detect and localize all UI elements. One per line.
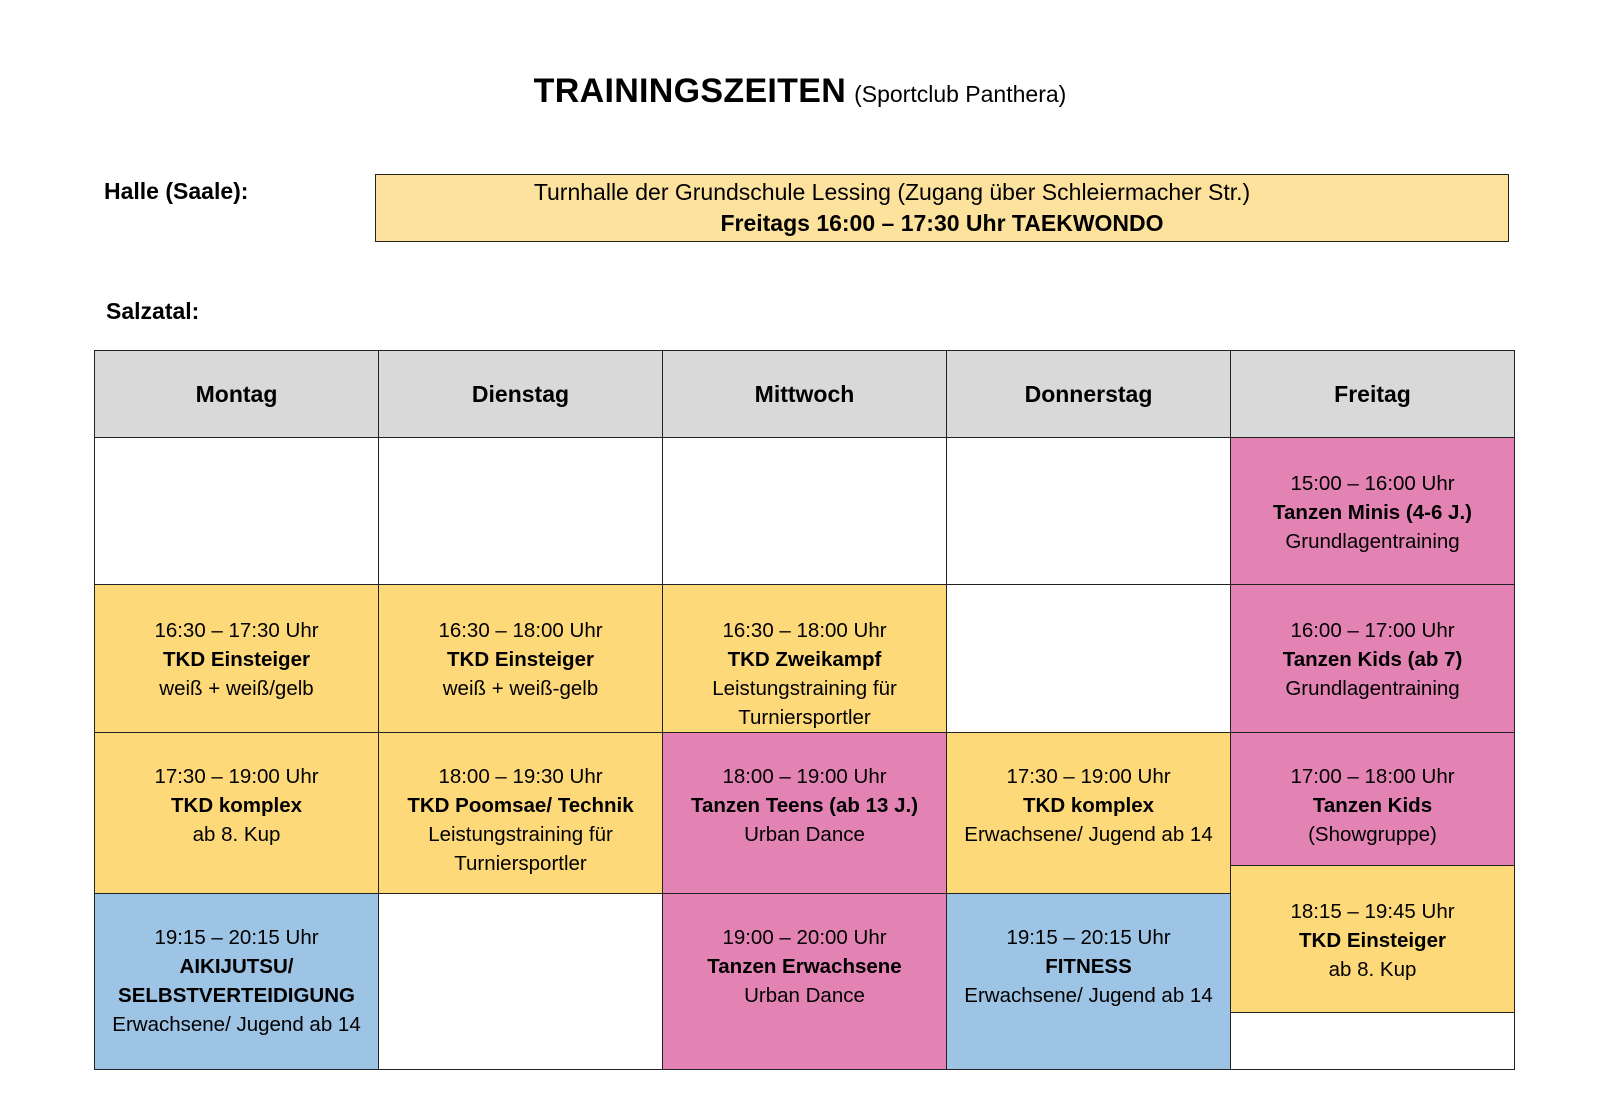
salzatal-label: Salzatal: bbox=[106, 298, 200, 324]
header-donnerstag: Donnerstag bbox=[946, 350, 1231, 438]
session-desc: Grundlagentraining bbox=[1285, 530, 1460, 553]
halle-time: Freitags 16:00 – 17:30 Uhr TAEKWONDO bbox=[720, 210, 1164, 236]
session-cell bbox=[662, 893, 947, 1070]
session-cell bbox=[94, 732, 379, 894]
session-cell bbox=[94, 893, 379, 1070]
session-time: 18:00 – 19:00 Uhr bbox=[722, 765, 887, 788]
session-desc-line2: Turniersportler bbox=[454, 852, 587, 875]
header-mittwoch: Mittwoch bbox=[662, 350, 947, 438]
session-cell bbox=[94, 584, 379, 733]
session-desc: Erwachsene/ Jugend ab 14 bbox=[964, 984, 1213, 1007]
session-name: TKD Einsteiger bbox=[447, 648, 594, 671]
session-time: 16:30 – 17:30 Uhr bbox=[154, 619, 319, 642]
session-name-line2: SELBSTVERTEIDIGUNG bbox=[118, 984, 355, 1007]
session-name: AIKIJUTSU/ bbox=[179, 955, 294, 978]
session-cell bbox=[378, 732, 663, 894]
session-name: Tanzen Kids (ab 7) bbox=[1282, 648, 1463, 671]
session-cell bbox=[1230, 437, 1515, 585]
session-cell bbox=[378, 584, 663, 733]
session-time: 18:00 – 19:30 Uhr bbox=[438, 765, 603, 788]
session-desc: Erwachsene/ Jugend ab 14 bbox=[112, 1013, 361, 1036]
session-time: 16:00 – 17:00 Uhr bbox=[1290, 619, 1455, 642]
session-name: Tanzen Minis (4-6 J.) bbox=[1273, 501, 1472, 524]
halle-location: Turnhalle der Grundschule Lessing (Zugang über Schleiermacher Str.) bbox=[533, 179, 1251, 205]
session-desc: (Showgruppe) bbox=[1308, 823, 1437, 846]
session-desc: weiß + weiß/gelb bbox=[159, 677, 314, 700]
session-desc-line2: Turniersportler bbox=[738, 706, 871, 729]
title-subtitle: (Sportclub Panthera) bbox=[854, 81, 1067, 107]
session-desc: Leistungstraining für bbox=[712, 677, 897, 700]
session-desc: Erwachsene/ Jugend ab 14 bbox=[964, 823, 1213, 846]
session-name: TKD Poomsae/ Technik bbox=[407, 794, 634, 817]
halle-info-box bbox=[375, 174, 1509, 242]
empty-cell bbox=[1230, 1012, 1515, 1070]
empty-cell bbox=[94, 437, 379, 585]
session-time: 17:30 – 19:00 Uhr bbox=[1006, 765, 1171, 788]
halle-label: Halle (Saale): bbox=[104, 178, 249, 204]
session-time: 18:15 – 19:45 Uhr bbox=[1290, 900, 1455, 923]
session-cell bbox=[1230, 584, 1515, 733]
session-desc: Grundlagentraining bbox=[1285, 677, 1460, 700]
session-name: TKD komplex bbox=[1023, 794, 1154, 817]
header-montag: Montag bbox=[94, 350, 379, 438]
header-dienstag: Dienstag bbox=[378, 350, 663, 438]
session-name: Tanzen Erwachsene bbox=[707, 955, 902, 978]
session-cell bbox=[946, 893, 1231, 1070]
session-cell bbox=[662, 584, 947, 733]
session-name: Tanzen Teens (ab 13 J.) bbox=[690, 794, 919, 817]
session-name: TKD Einsteiger bbox=[163, 648, 310, 671]
session-desc: Leistungstraining für bbox=[428, 823, 613, 846]
session-time: 19:15 – 20:15 Uhr bbox=[1006, 926, 1171, 949]
session-desc: ab 8. Kup bbox=[192, 823, 281, 846]
session-cell bbox=[1230, 865, 1515, 1013]
header-freitag: Freitag bbox=[1230, 350, 1515, 438]
session-desc: Urban Dance bbox=[744, 984, 865, 1007]
empty-cell bbox=[662, 437, 947, 585]
session-desc: weiß + weiß-gelb bbox=[442, 677, 599, 700]
session-time: 16:30 – 18:00 Uhr bbox=[438, 619, 603, 642]
session-name: TKD Einsteiger bbox=[1299, 929, 1446, 952]
session-time: 16:30 – 18:00 Uhr bbox=[722, 619, 887, 642]
session-cell bbox=[662, 732, 947, 894]
session-name: TKD Zweikampf bbox=[727, 648, 882, 671]
session-cell bbox=[946, 732, 1231, 894]
session-cell bbox=[1230, 732, 1515, 866]
session-time: 17:00 – 18:00 Uhr bbox=[1290, 765, 1455, 788]
session-time: 17:30 – 19:00 Uhr bbox=[154, 765, 319, 788]
empty-cell bbox=[946, 437, 1231, 585]
empty-cell bbox=[378, 437, 663, 585]
title-main: TRAININGSZEITEN bbox=[533, 72, 847, 110]
empty-cell bbox=[378, 893, 663, 1070]
page-title bbox=[0, 72, 1600, 111]
session-desc: ab 8. Kup bbox=[1328, 958, 1417, 981]
session-name: FITNESS bbox=[1045, 955, 1132, 978]
empty-cell bbox=[946, 584, 1231, 733]
session-name: Tanzen Kids bbox=[1312, 794, 1433, 817]
session-time: 19:00 – 20:00 Uhr bbox=[722, 926, 887, 949]
session-time: 15:00 – 16:00 Uhr bbox=[1290, 472, 1455, 495]
session-desc: Urban Dance bbox=[744, 823, 865, 846]
session-name: TKD komplex bbox=[171, 794, 302, 817]
session-time: 19:15 – 20:15 Uhr bbox=[154, 926, 319, 949]
